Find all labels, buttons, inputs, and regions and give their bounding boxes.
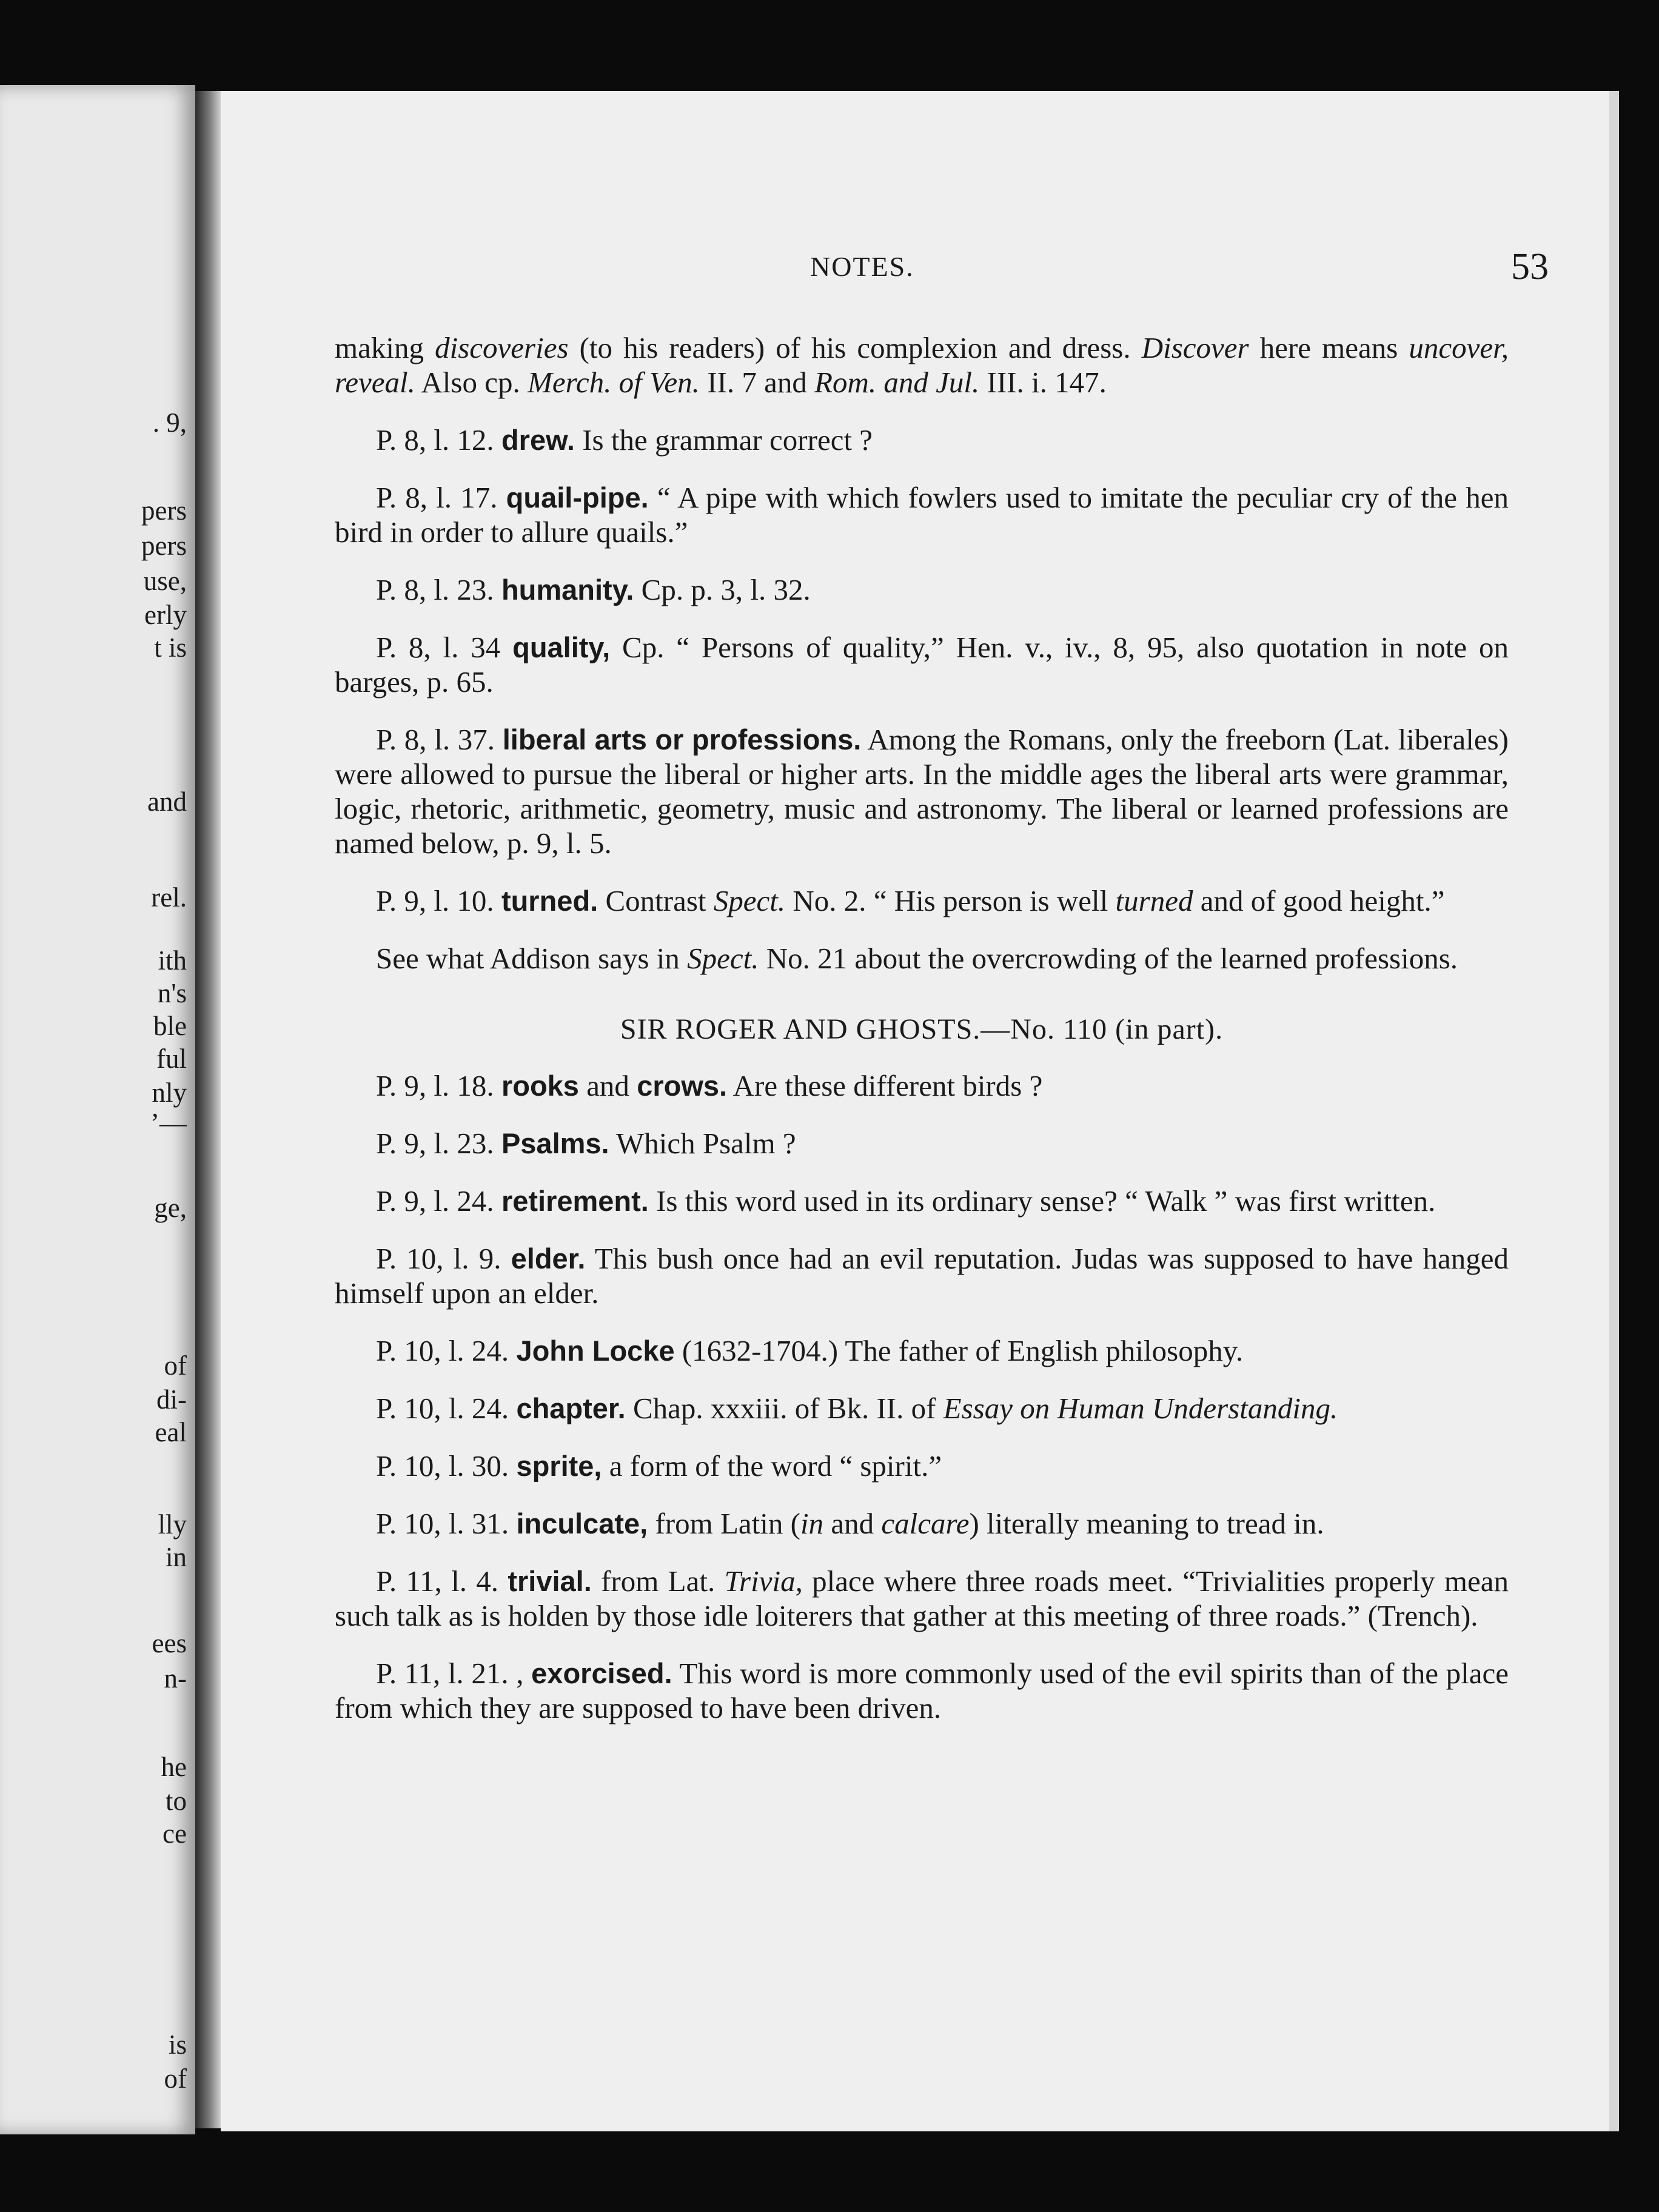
note-reference: P. 8, l. 34 <box>376 631 513 664</box>
note-reference: P. 11, l. 4. <box>376 1564 508 1598</box>
note-italic: Rom. and Jul. <box>814 366 980 399</box>
note-text: See what Addison says in <box>376 942 688 975</box>
facing-page-fragment: of <box>164 1350 187 1381</box>
note-term: exorcised. <box>531 1657 672 1689</box>
note-text: Is the grammar correct ? <box>574 423 873 457</box>
note-reference: P. 9, l. 23. <box>376 1127 501 1160</box>
facing-page-fragment: lly <box>158 1509 187 1540</box>
note-paragraph <box>335 572 1509 607</box>
facing-page-fragment: di- <box>156 1384 187 1415</box>
note-paragraph <box>335 1184 1509 1218</box>
note-term: inculcate, <box>516 1507 648 1540</box>
note-term: retirement. <box>501 1185 649 1217</box>
note-term: elder. <box>511 1242 586 1275</box>
page-number: 53 <box>1511 246 1549 287</box>
note-paragraph <box>335 1068 1509 1103</box>
note-text: No. 2. “ His person is well <box>785 884 1116 917</box>
note-text: here means <box>1248 331 1409 364</box>
note-text: and of good height.” <box>1193 884 1445 917</box>
facing-page <box>0 85 195 2134</box>
note-italic: Essay on Human Understanding. <box>943 1392 1338 1425</box>
note-reference: P. 10, l. 30. <box>376 1449 517 1483</box>
page-header <box>221 246 1609 288</box>
note-paragraph <box>335 1333 1509 1368</box>
note-text: Among the Romans, only the freeborn (Lat. liberales) were allowed to pursue the liberal or higher arts. In the middle ages the liberal arts were grammar, logic, rhetoric, arithmetic, geometry, music and astronomy. The liberal or learned professions are named below, p. 9, l. 5. <box>335 723 1509 860</box>
note-paragraph <box>335 423 1509 457</box>
section-title: SIR ROGER AND GHOSTS.—No. 110 (in part). <box>620 1013 1224 1045</box>
note-text: Are these different birds ? <box>727 1069 1043 1102</box>
note-paragraph <box>335 883 1509 918</box>
note-text: and <box>578 1069 637 1102</box>
facing-page-fragment: pers <box>141 495 187 526</box>
note-term: sprite, <box>516 1450 602 1482</box>
facing-page-fragment: he <box>161 1752 187 1782</box>
note-paragraph <box>335 941 1509 976</box>
note-reference: P. 10, l. 24. <box>376 1392 517 1425</box>
note-italic: Spect. <box>687 942 759 975</box>
facing-page-fragment: erly <box>144 600 187 630</box>
facing-page-fragment: to <box>165 1786 187 1816</box>
note-reference: P. 8, l. 23. <box>376 573 501 606</box>
facing-page-fragment: rel. <box>151 882 187 913</box>
note-term: drew. <box>501 424 575 456</box>
facing-page-fragment: is <box>168 2029 187 2060</box>
note-italic: in <box>800 1507 824 1540</box>
note-paragraph <box>335 1126 1509 1161</box>
note-term: rooks <box>501 1070 579 1102</box>
note-italic: uncover, reveal. <box>335 331 1509 399</box>
note-text: Also cp. <box>415 366 528 399</box>
note-paragraph <box>335 1241 1509 1310</box>
note-reference: P. 11, l. 21. , <box>376 1657 532 1690</box>
note-text: “ A pipe with which fowlers used to imitate the peculiar cry of the hen bird in order to allure quails.” <box>335 481 1509 549</box>
note-paragraph <box>335 480 1509 549</box>
note-text: and <box>823 1507 882 1540</box>
note-text: Chap. xxxiii. of Bk. II. of <box>625 1392 943 1425</box>
note-italic: Discover <box>1141 331 1249 364</box>
note-text: This bush once had an evil reputation. Judas was supposed to have hanged himself upon an elder. <box>335 1242 1509 1310</box>
facing-page-fragment: ble <box>153 1011 187 1041</box>
note-reference: P. 9, l. 18. <box>376 1069 501 1102</box>
facing-page-fragment: of <box>164 2063 187 2094</box>
note-reference: P. 8, l. 12. <box>376 423 501 457</box>
note-reference: P. 8, l. 37. <box>376 723 503 756</box>
note-term: crows. <box>637 1070 728 1102</box>
note-text: Is this word used in its ordinary sense? “ Walk ” was first written. <box>648 1184 1436 1218</box>
running-title: NOTES. <box>810 251 914 282</box>
note-term: Psalms. <box>501 1127 609 1159</box>
note-text: a form of the word “ spirit.” <box>602 1449 942 1483</box>
facing-page-fragment: use, <box>143 566 187 596</box>
note-paragraph <box>335 1391 1509 1426</box>
note-italic: calcare <box>881 1507 970 1540</box>
note-term: humanity. <box>501 574 634 606</box>
facing-page-fragment: ’— <box>150 1108 187 1138</box>
facing-page-fragment: n- <box>164 1663 187 1694</box>
note-paragraph <box>335 722 1509 860</box>
note-reference: P. 9, l. 10. <box>376 884 501 917</box>
facing-page-fragment: ees <box>152 1628 187 1658</box>
note-text: Cp. “ Persons of quality,” Hen. v., iv., 8, 95, also quotation in note on barges, p. 65. <box>335 631 1509 699</box>
note-text: III. i. 147. <box>979 366 1107 399</box>
note-italic: Trivia, <box>724 1564 803 1598</box>
note-text: making <box>335 331 435 364</box>
note-italic: Merch. of Ven. <box>528 366 700 399</box>
note-text: This word is more commonly used of the evil spirits than of the place from which they are supposed to have been driven. <box>335 1657 1509 1724</box>
facing-page-fragment: ful <box>156 1044 187 1074</box>
note-paragraph <box>335 1506 1509 1541</box>
note-reference: P. 10, l. 9. <box>376 1242 511 1275</box>
facing-page-fragment: . 9, <box>152 407 187 438</box>
facing-page-fragment: in <box>165 1542 187 1572</box>
facing-page-fragment: pers <box>141 531 187 561</box>
book-page <box>221 91 1619 2131</box>
facing-page-fragment: t is <box>154 632 187 663</box>
note-text: II. 7 and <box>699 366 815 399</box>
note-paragraph <box>335 630 1509 699</box>
note-paragraph <box>335 330 1509 400</box>
note-italic: turned <box>1115 884 1193 917</box>
note-reference: P. 9, l. 24. <box>376 1184 501 1218</box>
note-text: Contrast <box>598 884 714 917</box>
note-paragraph <box>335 1656 1509 1725</box>
note-text: from Latin ( <box>648 1507 800 1540</box>
note-term: quail-pipe. <box>506 481 649 514</box>
note-paragraph <box>335 1449 1509 1483</box>
facing-page-fragment: ce <box>163 1818 187 1849</box>
note-term: chapter. <box>516 1392 626 1424</box>
facing-page-fragment: and <box>147 786 187 817</box>
facing-page-fragment: nly <box>152 1078 187 1108</box>
facing-page-fragment: ge, <box>154 1193 187 1223</box>
note-text: from Lat. <box>591 1564 725 1598</box>
note-text: No. 21 about the overcrowding of the learned professions. <box>759 942 1458 975</box>
note-term: turned. <box>501 885 598 917</box>
note-italic: Spect. <box>713 884 786 917</box>
facing-page-fragment: n's <box>157 978 187 1008</box>
note-paragraph <box>335 1564 1509 1633</box>
note-text: place where three roads meet. “Trivialities properly mean such talk as is holden by those idle loiterers that gather at this meeting of three roads.” (Trench). <box>335 1564 1509 1632</box>
note-italic: discoveries <box>435 331 569 364</box>
note-reference: P. 8, l. 17. <box>376 481 506 514</box>
note-term: trivial. <box>508 1565 592 1597</box>
note-text: Cp. p. 3, l. 32. <box>634 573 811 606</box>
note-term: liberal arts or professions. <box>502 723 862 756</box>
facing-page-fragment: ith <box>158 945 187 976</box>
note-text: Which Psalm ? <box>609 1127 796 1160</box>
note-reference: P. 10, l. 24. <box>376 1334 517 1367</box>
book-gutter <box>195 91 221 2128</box>
note-term: quality, <box>512 631 611 663</box>
note-text: (1632-1704.) The father of English philosophy. <box>674 1334 1244 1367</box>
facing-page-fragment: eal <box>155 1417 187 1447</box>
note-text: ) literally meaning to tread in. <box>969 1507 1324 1540</box>
notes-body <box>335 330 1509 1748</box>
note-reference: P. 10, l. 31. <box>376 1507 517 1540</box>
note-term: John Locke <box>516 1335 675 1367</box>
note-text: (to his readers) of his complexion and dress. <box>568 331 1142 364</box>
